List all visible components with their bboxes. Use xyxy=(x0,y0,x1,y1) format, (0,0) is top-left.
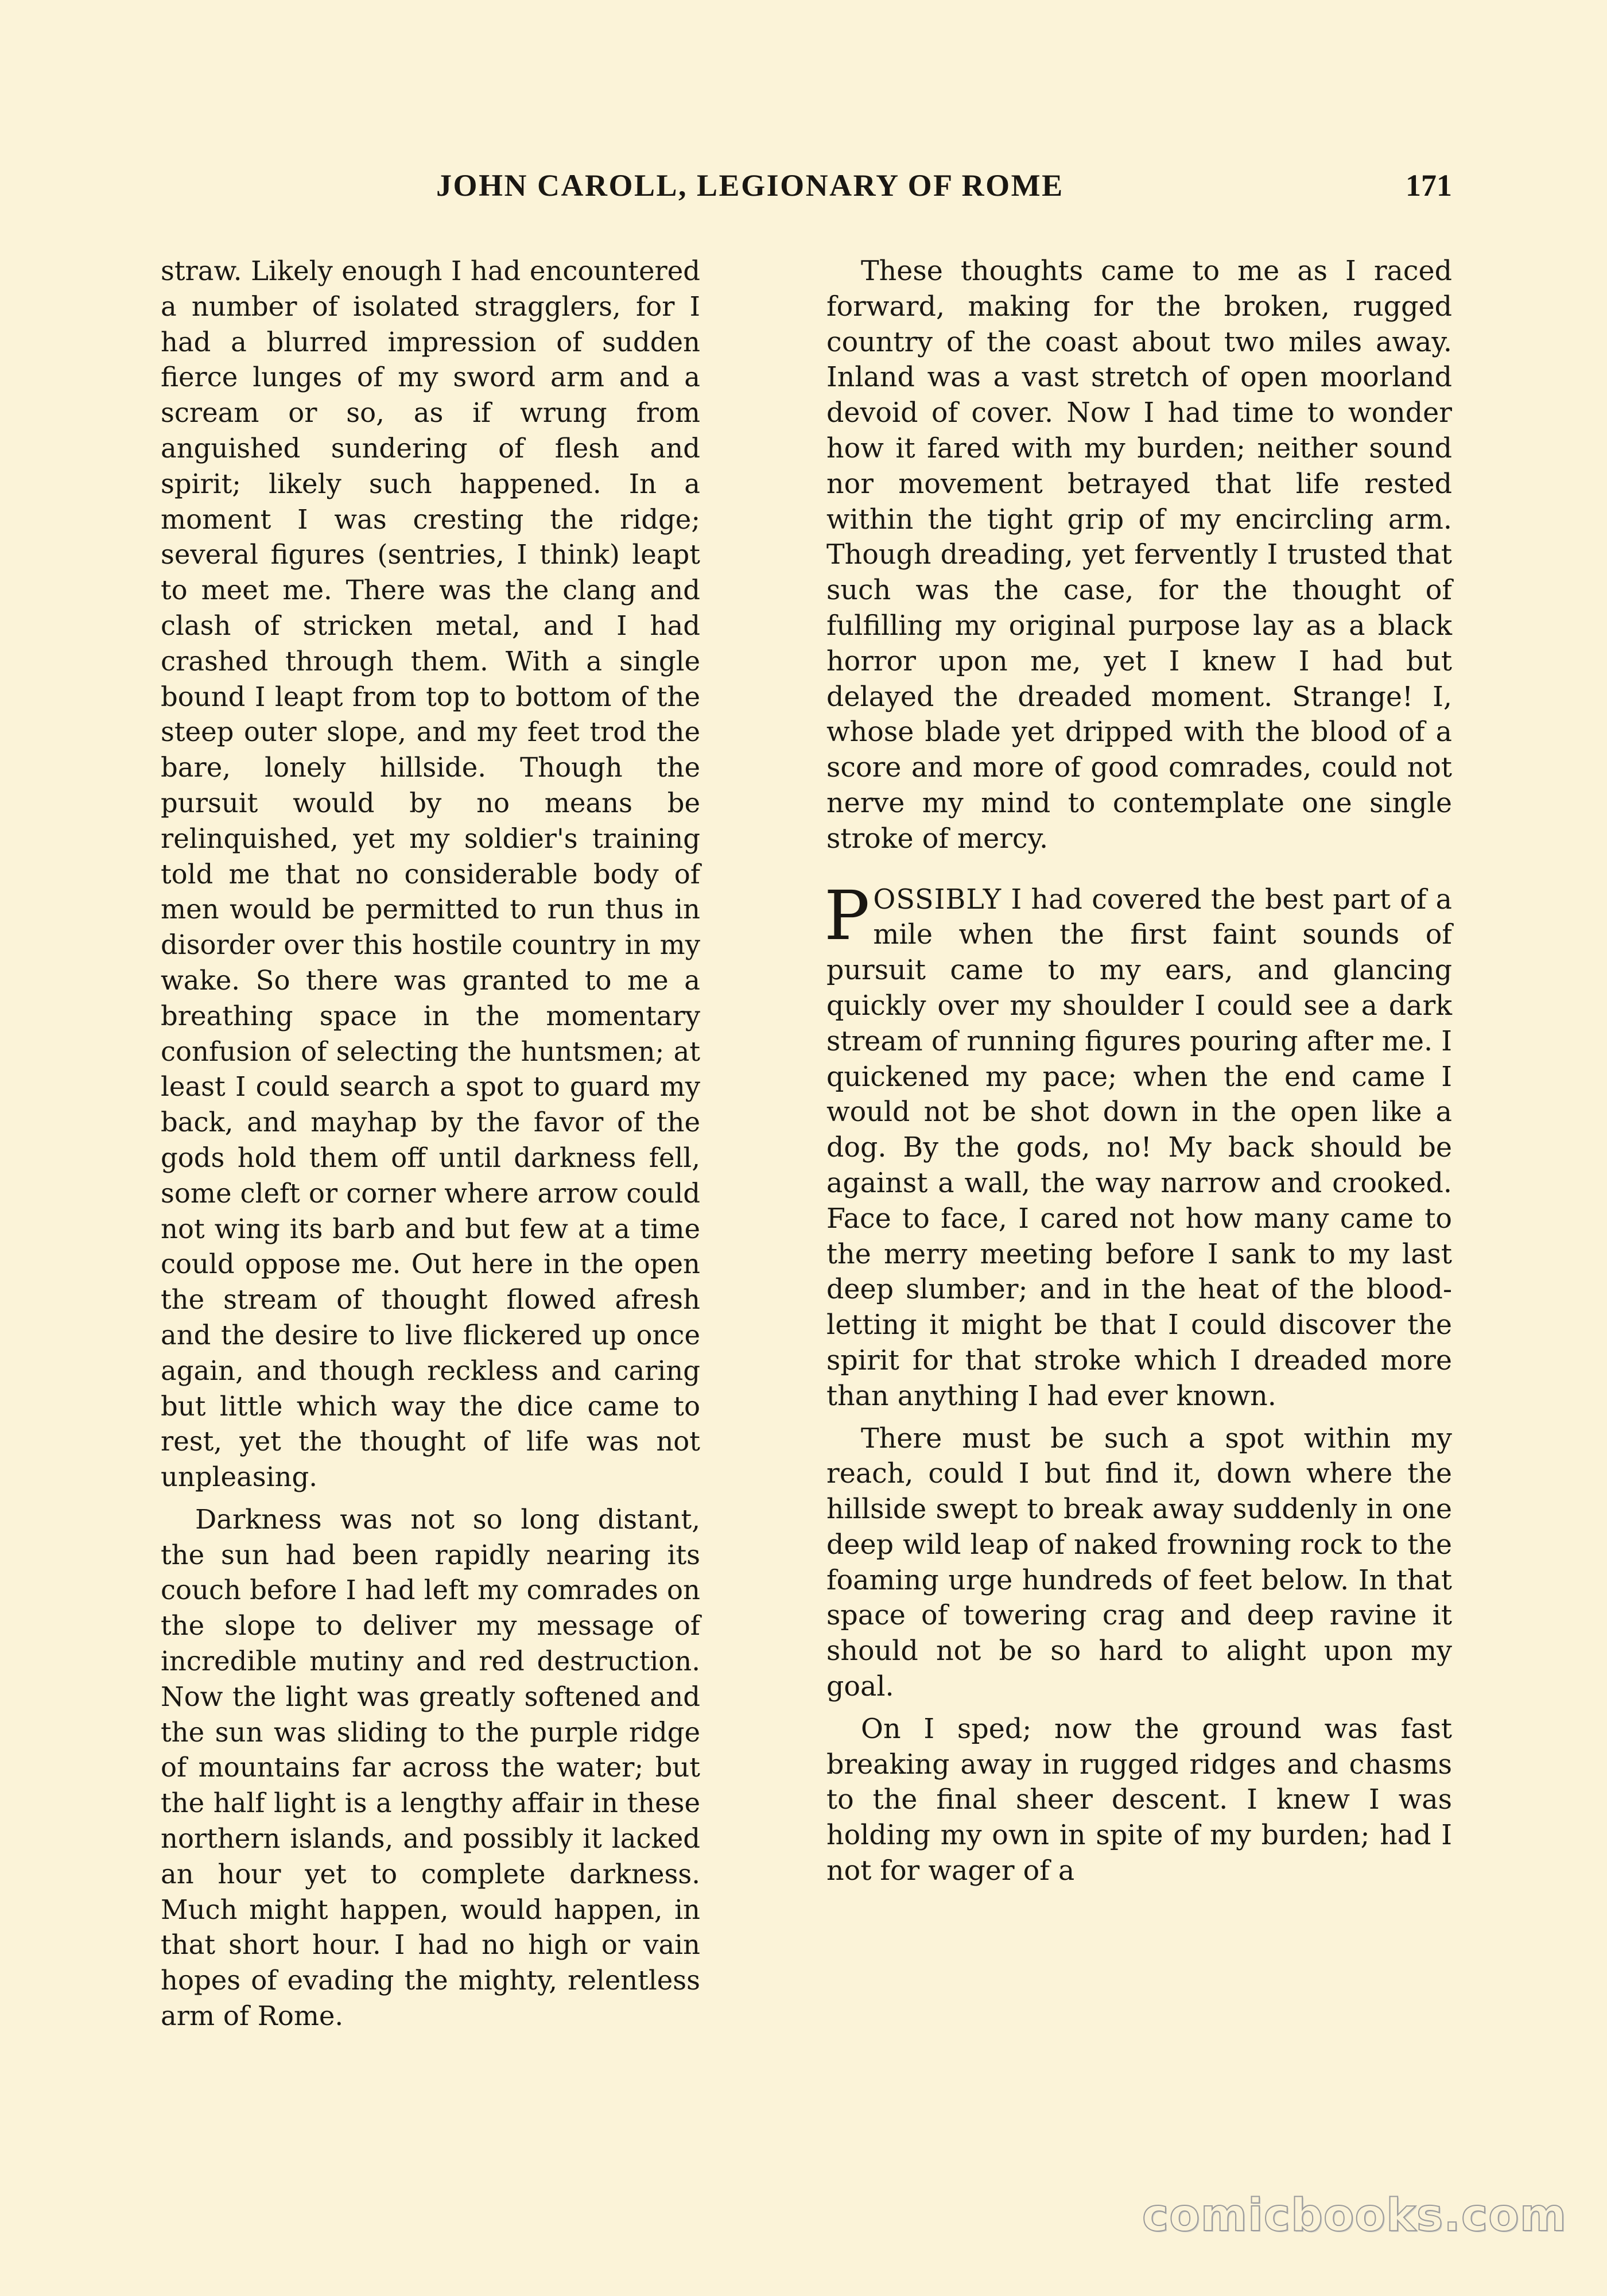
right-paragraph-1: These thoughts came to me as I raced forward, making for the broken, rugged country of the coast about two miles away. Inland was a vast stretch of open moorland devoid of cover. Now I had time to wonder how it fared with my burden; neither sound nor movement betrayed that life rested within the tight grip of my encircling arm. Though dreading, yet fervently I trusted that such was the case, for the thought of fulfilling my original purpose lay as a black horror upon me, yet I knew I had but delayed the dreaded moment. Strange! I, whose blade yet dripped with the blood of a score and more of good comrades, could not nerve my mind to contemplate one single stroke of mercy. xyxy=(826,255,1452,855)
right-column xyxy=(826,254,1452,1896)
page-number: 171 xyxy=(1406,168,1452,203)
left-column xyxy=(161,254,700,2041)
running-head xyxy=(253,168,1452,214)
left-paragraph-2: Darkness was not so long distant, the sun had been rapidly nearing its couch before I had left my comrades on the slope to deliver my message of incredible mutiny and red destruction. Now the light was greatly softened and the sun was sliding to the purple ridge of mountains far across the water; but the half light is a lengthy affair in these northern islands, and possibly it lacked an hour yet to complete darkness. Much might happen, would happen, in that short hour. I had no high or vain hopes of evading the mighty, relentless arm of Rome. xyxy=(161,1503,700,2032)
lead-in-word: OSSIBLY xyxy=(873,883,1002,916)
right-paragraph-2 xyxy=(824,875,1452,1414)
site-watermark: comicbooks.com xyxy=(1142,2190,1567,2241)
right-paragraph-4: On I sped; now the ground was fast breaking away in rugged ridges and chasms to the final sheer descent. I knew I was holding my own in spite of my burden; had I not for wager of a xyxy=(826,1713,1452,1887)
right-paragraph-3: There must be such a spot within my reach, could I but find it, down where the hillside swept to break away suddenly in one deep wild leap of naked frowning rock to the foaming urge hundreds of feet below. In that space of towering crag and deep ravine it should not be so hard to alight upon my goal. xyxy=(826,1422,1452,1703)
right-paragraph-2-text: I had covered the best part of a mile when the first faint sounds of pursuit came to my ears, and glancing quickly over my shoulder I could see a dark stream of running figures pouring after me. I quickened my pace; when the end came I would not be shot down in the open like a dog. By the gods, no! My back should be against a wall, the way narrow and crooked. Face to face, I cared not how many came to the merry meeting before I sank to my last deep slumber; and in the heat of the blood-letting it might be that I could discover the spirit for that stroke which I dreaded more than anything I had ever known. xyxy=(826,883,1452,1412)
drop-cap: P xyxy=(824,875,870,955)
running-title: JOHN CAROLL, LEGIONARY OF ROME xyxy=(436,168,1064,203)
left-paragraph-1: straw. Likely enough I had encountered a number of isolated stragglers, for I had a blurred impression of sudden fierce lunges of my sword arm and a scream or so, as if wrung from anguished sundering of flesh and spirit; likely such happened. In a moment I was cresting the ridge; several figures (sentries, I think) leapt to meet me. There was the clang and clash of stricken metal, and I had crashed through them. With a single bound I leapt from top to bottom of the steep outer slope, and my feet trod the bare, lonely hillside. Though the pursuit would by no means be relinquished, yet my soldier's training told me that no considerable body of men would be permitted to run thus in disorder over this hostile country in my wake. So there was granted to me a breathing space in the momentary confusion of selecting the huntsmen; at least I could search a spot to guard my back, and mayhap by the favor of the gods hold them off until darkness fell, some cleft or corner where arrow could not wing its barb and but few at a time could oppose me. Out here in the open the stream of thought flowed afresh and the desire to live flickered up once again, and though reckless and caring but little which way the dice came to rest, yet the thought of life was not unpleasing. xyxy=(161,255,700,1493)
